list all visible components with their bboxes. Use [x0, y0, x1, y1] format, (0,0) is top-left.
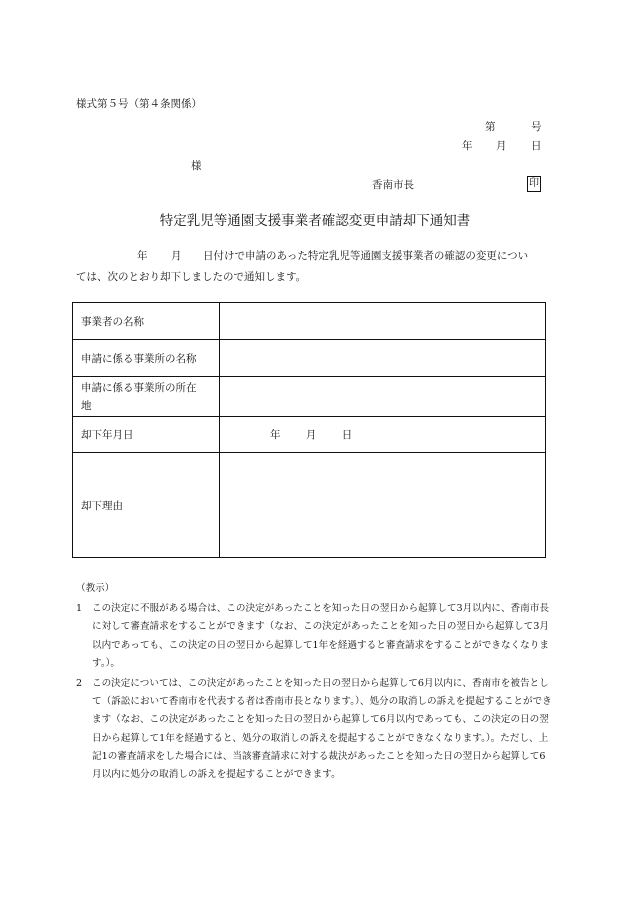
label-facility-address-line2: 地	[81, 399, 92, 412]
label-facility-address-line1: 申請に係る事業所の所在	[81, 381, 197, 394]
issuer-name: 香南市長	[372, 179, 414, 191]
note-number: 1	[76, 603, 83, 615]
instructions	[76, 580, 554, 784]
label-business-name: 事業者の名称	[73, 303, 220, 340]
list-item	[76, 675, 554, 784]
value-facility-address[interactable]	[220, 377, 546, 417]
value-rejection-reason[interactable]	[220, 453, 546, 558]
number-label-dai: 第	[485, 121, 496, 133]
value-facility-name[interactable]	[220, 340, 546, 377]
intro-line2: ては、次のとおり却下しましたので通知します。	[76, 271, 307, 283]
intro-month: 月	[171, 250, 182, 262]
rejection-year: 年	[270, 429, 281, 441]
list-item	[76, 600, 554, 673]
note-text: この決定に不服がある場合は、この決定があったことを知った日の翌日から起算して3月以内に、香南市長に対して審査請求をすることができます（なお、この決定があったことを知った日の翌日から起算して3月以内であっても、この決定の日の翌日から起算して1年を経過すると審査請求をすることができなくなります。）。	[92, 603, 549, 669]
label-rejection-date: 却下年月日	[73, 417, 220, 453]
intro-line1: 日付けで申請のあった特定乳児等通園支援事業者の確認の変更につい	[203, 250, 529, 262]
date-year-label: 年	[462, 140, 473, 152]
seal-mark: 印	[527, 176, 541, 192]
addressee-suffix: 様	[191, 160, 202, 172]
table-row	[73, 303, 546, 340]
label-rejection-reason: 却下理由	[73, 453, 220, 558]
label-facility-address	[73, 377, 220, 417]
date-day-label: 日	[531, 140, 542, 152]
table-row	[73, 453, 546, 558]
rejection-month: 月	[305, 429, 317, 441]
intro-year: 年	[137, 250, 148, 262]
info-table	[72, 302, 546, 558]
table-row	[73, 340, 546, 377]
rejection-day: 日	[341, 429, 353, 441]
date-month-label: 月	[496, 140, 507, 152]
form-number: 様式第５号（第４条関係）	[76, 98, 202, 110]
instructions-heading: （教示）	[76, 583, 115, 594]
number-label-go: 号	[531, 121, 542, 133]
note-number: 2	[76, 678, 83, 690]
value-business-name[interactable]	[220, 303, 546, 340]
table-row	[73, 377, 546, 417]
label-facility-name: 申請に係る事業所の名称	[73, 340, 220, 377]
note-text: この決定については、この決定があったことを知った日の翌日から起算して6月以内に、香南市を被告として（訴訟において香南市を代表する者は香南市長となります。）、処分の取消しの訴えを提起することができます（なお、この決定があったことを知った日の翌日から起算して6月以内であっても、この決定の日の翌日から起算して1年を経過すると、処分の取消しの訴えを提起することができなくなります。）。ただし、上記1の審査請求をした場合には、当該審査請求に対する裁決があったことを知った日の翌日から起算して6月以内に処分の取消しの訴えを提起することができます。	[92, 678, 552, 781]
page-title: 特定乳児等通園支援事業者確認変更申請却下通知書	[159, 213, 471, 229]
table-row	[73, 417, 546, 453]
value-rejection-date[interactable]	[220, 417, 546, 453]
